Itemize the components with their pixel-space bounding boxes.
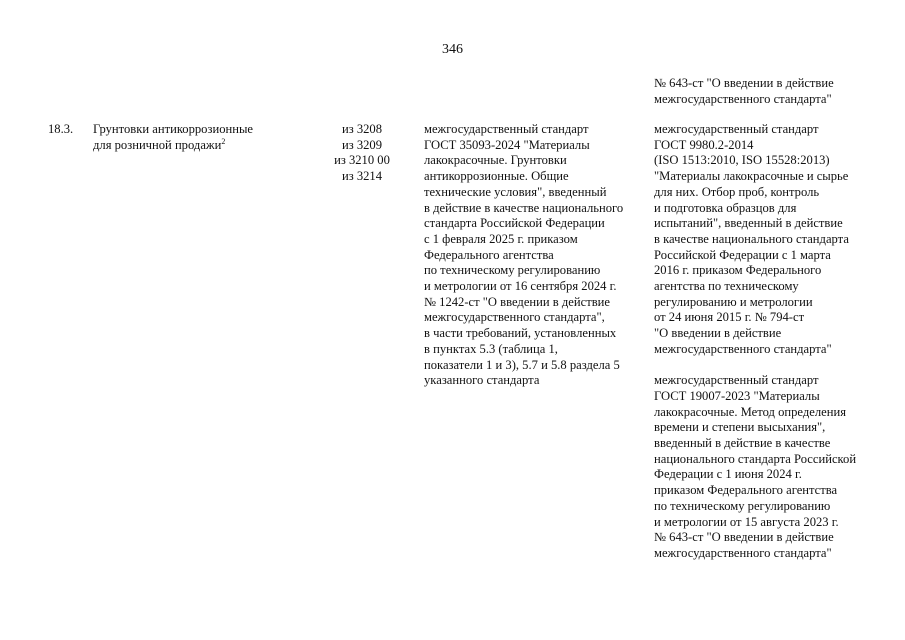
test-method-line: испытаний", введенный в действие [654, 216, 843, 231]
footnote-mark: 2 [221, 136, 226, 146]
standard-line: стандарта Российской Федерации [424, 216, 605, 231]
test-method-line: ГОСТ 19007-2023 "Материалы [654, 388, 820, 403]
test-method-line: лакокрасочные. Метод определения [654, 404, 846, 419]
test-method-line: "О введении в действие [654, 326, 782, 341]
product-name-text: для розничной продажи [93, 137, 222, 152]
test-method-line: приказом Федерального агентства [654, 483, 838, 498]
standard-line: межгосударственного стандарта", [424, 310, 605, 325]
test-method-line: для них. Отбор проб, контроль [654, 184, 820, 199]
tnved-code: из 3209 [341, 137, 383, 152]
test-method-line: агентства по техническому [654, 279, 799, 294]
standard-line: технические условия", введенный [424, 184, 607, 199]
test-method-line: национального стандарта Российской [654, 451, 857, 466]
test-method-line: № 643-ст "О введении в действие [654, 530, 834, 545]
standard-line: по техническому регулированию [424, 263, 601, 278]
carryover-line: № 643-ст "О введении в действие [654, 76, 834, 90]
test-method-line: "Материалы лакокрасочные и сырье [654, 169, 849, 184]
row-number [48, 122, 73, 138]
test-method-standard [654, 122, 856, 358]
standard-line: Федерального агентства [424, 247, 554, 262]
test-method-line: межгосударственного стандарта" [654, 545, 832, 560]
tnved-code: из 3208 [341, 122, 383, 136]
standard-line: лакокрасочные. Грунтовки [424, 153, 567, 168]
test-method-line: по техническому регулированию [654, 498, 831, 513]
page-number: 346 [442, 42, 463, 57]
tnved-code: из 3214 [341, 169, 383, 184]
standard-line: в действие в качестве национального [424, 200, 624, 215]
test-method-standard [654, 373, 856, 561]
standard-line: в части требований, установленных [424, 326, 617, 341]
test-method-line: Российской Федерации с 1 марта [654, 247, 831, 262]
test-method-line: ГОСТ 9980.2-2014 [654, 137, 754, 152]
carryover-text [654, 76, 834, 107]
tnved-codes [328, 122, 396, 185]
standard-line: и метрологии от 16 сентября 2024 г. [424, 279, 617, 294]
standard-line: ГОСТ 35093-2024 "Материалы [424, 137, 590, 152]
test-method-line: введенный в действие в качестве [654, 436, 831, 451]
test-method-line: и метрологии от 15 августа 2023 г. [654, 514, 839, 529]
test-method-line: времени и степени высыхания", [654, 420, 826, 435]
test-method-line: 2016 г. приказом Федерального [654, 263, 822, 278]
test-method-line: Федерации с 1 июня 2024 г. [654, 467, 802, 482]
test-method-line: межгосударственного стандарта" [654, 341, 832, 356]
test-method-line: регулированию и метрологии [654, 294, 813, 309]
standard-line: в пунктах 5.3 (таблица 1, [424, 341, 558, 356]
standard-line: межгосударственный стандарт [424, 122, 589, 136]
standard-line: антикоррозионные. Общие [424, 169, 569, 184]
test-method-line: межгосударственный стандарт [654, 122, 819, 136]
tnved-code: из 3210 00 [334, 153, 390, 168]
test-method-line: (ISO 1513:2010, ISO 15528:2013) [654, 153, 830, 168]
standard-line: № 1242-ст "О введении в действие [424, 294, 610, 309]
standard-line: указанного стандарта [424, 373, 540, 388]
product-name [93, 122, 253, 153]
row-number-text: 18.3. [48, 122, 74, 136]
product-name-line [93, 138, 253, 154]
test-method-line: межгосударственный стандарт [654, 373, 819, 388]
standard-line: с 1 февраля 2025 г. приказом [424, 231, 578, 246]
test-methods [654, 122, 856, 577]
standard-requirements [424, 122, 623, 389]
product-name-line: Грунтовки антикоррозионные [93, 122, 254, 136]
carryover-line: межгосударственного стандарта" [654, 91, 832, 106]
test-method-line: в качестве национального стандарта [654, 231, 849, 246]
test-method-line: и подготовка образцов для [654, 200, 797, 215]
test-method-line: от 24 июня 2015 г. № 794-ст [654, 310, 805, 325]
standard-line: показатели 1 и 3), 5.7 и 5.8 раздела 5 [424, 357, 620, 372]
